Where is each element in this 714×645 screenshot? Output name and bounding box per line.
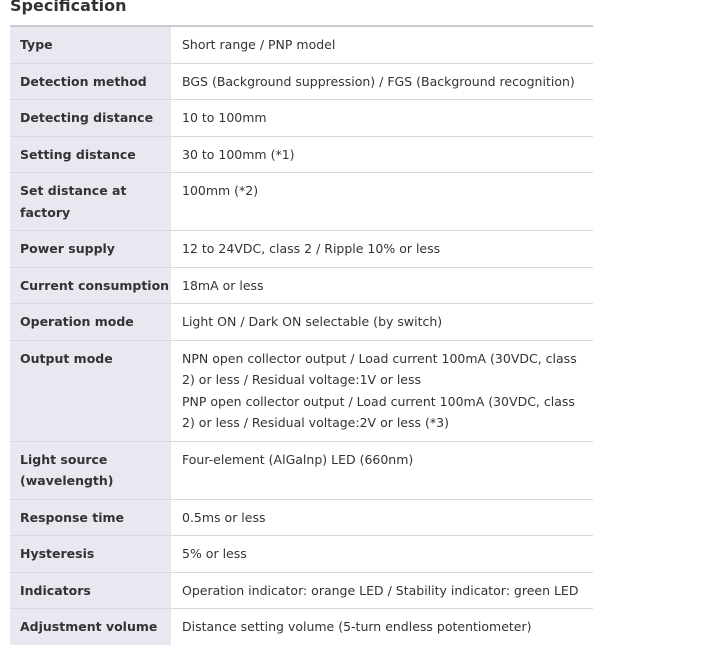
spec-value-output-mode <box>171 340 593 441</box>
table-row <box>10 63 593 100</box>
table-row <box>10 26 593 63</box>
spec-label-current-consumption: Current consumption <box>10 267 171 304</box>
table-row <box>10 136 593 173</box>
spec-label-output-mode: Output mode <box>10 340 171 441</box>
spec-label-set-distance-at-factory: Set distance at factory <box>10 173 171 231</box>
spec-label-power-supply: Power supply <box>10 231 171 268</box>
table-row <box>10 100 593 137</box>
spec-label-detection-method: Detection method <box>10 63 171 100</box>
table-row <box>10 304 593 341</box>
spec-value-adjustment-volume: Distance setting volume (5-turn endless potentiometer) <box>182 619 532 634</box>
specification-table <box>10 25 593 645</box>
table-row <box>10 441 593 499</box>
spec-value-response-time: 0.5ms or less <box>182 509 266 525</box>
spec-value-set-distance-at-factory: 100mm (*2) <box>182 183 259 198</box>
table-row <box>10 231 593 268</box>
table-row <box>10 499 593 536</box>
spec-value-detecting-distance: 10 to 100mm <box>182 110 267 125</box>
output-mode-npn-text: NPN open collector output / Load current 100mA (30VDC, class 2) or less / Residual voltage:1V or less <box>182 350 577 387</box>
spec-label-indicators: Indicators <box>10 572 171 609</box>
spec-value-setting-distance: 30 to 100mm (*1) <box>182 146 295 162</box>
section-title: Specification <box>10 0 127 15</box>
spec-value-detection-method: BGS (Background suppression) / FGS (Background recognition) <box>182 73 575 89</box>
table-row <box>10 267 593 304</box>
spec-label-detecting-distance: Detecting distance <box>10 100 171 137</box>
spec-label-type: Type <box>10 26 171 63</box>
spec-label-light-source: Light source (wavelength) <box>10 441 171 499</box>
spec-value-current-consumption: 18mA or less <box>182 277 264 293</box>
spec-value-hysteresis: 5% or less <box>182 546 247 561</box>
spec-label-adjustment-volume: Adjustment volume <box>10 609 171 645</box>
spec-value-type: Short range / PNP model <box>182 37 336 52</box>
spec-label-operation-mode: Operation mode <box>10 304 171 341</box>
spec-value-power-supply: 12 to 24VDC, class 2 / Ripple 10% or less <box>182 241 441 256</box>
spec-label-hysteresis: Hysteresis <box>10 536 171 573</box>
table-row <box>10 173 593 231</box>
spec-value-operation-mode: Light ON / Dark ON selectable (by switch) <box>182 314 443 329</box>
spec-label-setting-distance: Setting distance <box>10 136 171 173</box>
table-row <box>10 340 593 441</box>
output-mode-pnp-text: PNP open collector output / Load current 100mA (30VDC, class 2) or less / Residual voltage:2V or less (*3) <box>182 393 575 430</box>
table-row <box>10 572 593 609</box>
spec-label-response-time: Response time <box>10 499 171 536</box>
spec-value-indicators: Operation indicator: orange LED / Stability indicator: green LED <box>182 582 579 598</box>
table-row <box>10 609 593 645</box>
table-row <box>10 536 593 573</box>
spec-value-light-source: Four-element (AlGalnp) LED (660nm) <box>182 451 414 467</box>
